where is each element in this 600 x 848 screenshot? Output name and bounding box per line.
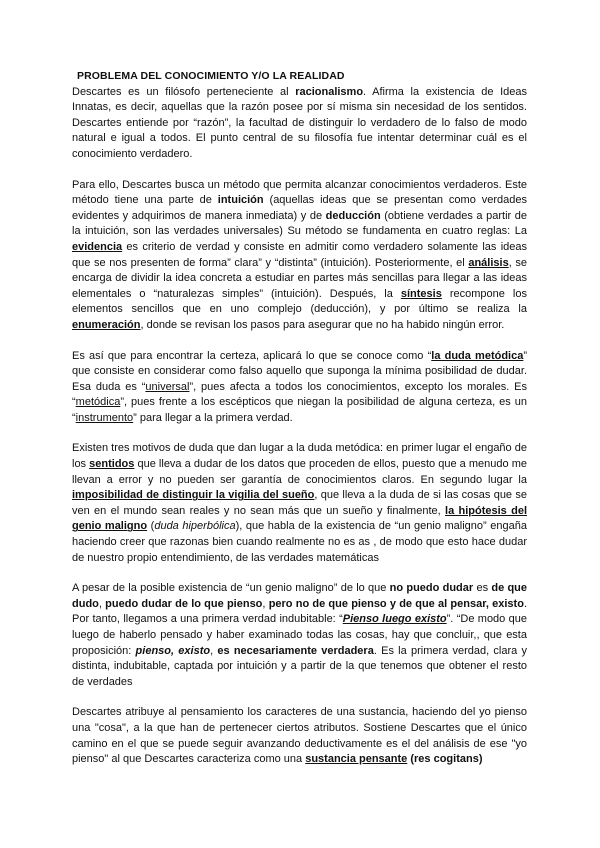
bold-italic-term: pienso, existo (135, 644, 211, 657)
text: es (473, 582, 492, 595)
bold-underline-term: análisis (468, 256, 509, 269)
text: , (98, 597, 106, 610)
text: (obtiene verdades a partir de la intuición, son las verdades universales) Su método se fundamenta en cuatro reglas: La (72, 209, 528, 238)
bold-underline-term: sustancia pensante (305, 753, 408, 766)
text: A pesar de la posible existencia de “un genio maligno” de lo que (72, 582, 390, 595)
text: , (210, 644, 218, 657)
bold-underline-term: enumeración (72, 318, 141, 331)
bold-italic-underline-term: Pienso luego existo (342, 613, 447, 626)
text: . Afirma la existencia de Ideas Innatas, es decir, aquellas que la razón posee por sí misma sin necesidad de los sentidos. Descartes entiende por “razón”, la facultad de distinguir lo verdadero de lo falso de modo natural e igual a todos. El punto central de su filosofía fue intentar determinar cuál es el conocimiento verdadero. (72, 85, 528, 160)
bold-term: racionalismo (295, 85, 364, 98)
text: recompone los elementos sencillos que en uno complejo (deducción), y por último se realiza la (72, 287, 527, 316)
document-page (72, 69, 527, 768)
bold-underline-term: evidencia (72, 240, 123, 253)
underline-term: universal (145, 380, 190, 393)
text: ”. “De modo que luego de haberlo pensado y haber examinado todas las cosas, hay que concluir,, que esta proposición: (72, 613, 527, 657)
text: Descartes es un filósofo perteneciente al (72, 85, 296, 98)
text: Para ello, Descartes busca un método que permita alcanzar conocimientos verdaderos. Este método tiene una parte de (72, 178, 527, 207)
paragraph-gap (72, 163, 527, 178)
paragraph-gap (72, 690, 527, 705)
bold-underline-term: la hipótesis del genio maligno (72, 504, 528, 533)
text: Descartes atribuye al pensamiento los caracteres de una sustancia, haciendo del yo pienso una "cosa", a la que han de pertenecer ciertos atributos. Sostiene Descartes que el único camino en el que se puede seguir avanzando deductivamente es el del análisis de ese "yo pienso" al que Descartes caracteriza como una (72, 706, 527, 766)
bold-term: pero no de que pienso y de que al pensar, existo (268, 597, 524, 610)
text: Es así que para encontrar la certeza, aplicará lo que se conoce como “ (72, 349, 432, 362)
paragraph-5 (72, 581, 527, 690)
paragraph-1 (72, 85, 527, 163)
text: es criterio de verdad y consiste en admitir como verdadero solamente las ideas que se nos presenten de forma” clara” y “distinta” (intuición). Posteriormente, el (72, 240, 527, 269)
text: , se encarga de dividir la idea concreta a estudiar en partes más sencillas para llegar a las ideas elementales o “naturalezas simples” (intuición). Después, la (72, 256, 528, 300)
text: ” que consiste en considerar como falso aquello que suponga la mínima posibilidad de dudar. Esa duda es “ (72, 349, 528, 393)
text: Existen tres motivos de duda que dan lugar a la duda metódica: en primer lugar el engaño de los (72, 442, 527, 471)
text: que lleva a dudar de los datos que proceden de ellos, puesto que a menudo me llevan a error y no pueden ser garantía de conocimientos claros. En segundo lugar la (72, 458, 527, 486)
text: ”, pues afecta a todos los conocimientos, excepto los morales. Es “ (72, 380, 528, 409)
bold-underline-term: imposibilidad de distinguir la vigilia del sueño (72, 489, 315, 502)
bold-term: deducción (325, 209, 381, 222)
paragraph-6 (72, 705, 527, 767)
text: ( (147, 520, 155, 533)
bold-term: (res cogitans) (410, 753, 483, 766)
paragraph-2 (72, 178, 527, 334)
text: ”, pues frente a los escépticos que niegan la posibilidad de alguna certeza, es un “ (72, 396, 527, 424)
paragraph-gap (72, 426, 527, 441)
text: , donde se revisan los pasos para asegurar que no ha habido ningún error. (140, 318, 505, 331)
bold-underline-term: síntesis (400, 287, 442, 300)
text: , que lleva a la duda de si las cosas que se ven en el mundo sean reales y no sean más que un sueño y finalmente, (72, 489, 527, 517)
underline-term: metódica (75, 396, 121, 409)
bold-term: puedo dudar de lo que pienso (105, 597, 263, 610)
text: ” para llegar a la primera verdad. (133, 411, 293, 424)
paragraph-gap (72, 334, 527, 349)
bold-term: de que dudo (72, 582, 528, 610)
bold-term: intuición (217, 194, 264, 207)
paragraph-4 (72, 441, 527, 566)
paragraph-gap (72, 566, 527, 581)
text: , (262, 597, 269, 610)
text: . Es la primera verdad, clara y distinta, indubitable, captada por intuición y a partir de la que tenemos que obtener el resto de verdades (72, 644, 527, 688)
text: ), que habla de la existencia de “un genio maligno” engaña haciendo creer que razonas bien cuando realmente no es as , de modo que esto hace dudar de nuestro propio entendimiento, de las verdades matemáticas (72, 520, 527, 564)
bold-term: no puedo dudar (389, 582, 474, 595)
underline-term: instrumento (75, 411, 134, 424)
document-title: PROBLEMA DEL CONOCIMIENTO Y/O LA REALIDAD (77, 70, 345, 82)
italic-term: duda hiperbólica (154, 520, 236, 533)
paragraph-3 (72, 349, 527, 427)
bold-underline-term: sentidos (89, 458, 135, 471)
bold-term: es necesariamente verdadera (217, 644, 374, 657)
text: . Por tanto, llegamos a una primera verdad indubitable: “ (72, 597, 527, 626)
text: (aquellas ideas que se presentan como verdades evidentes y adquirimos de manera inmediata) y de (72, 194, 527, 222)
bold-underline-term: la duda metódica (431, 349, 524, 362)
